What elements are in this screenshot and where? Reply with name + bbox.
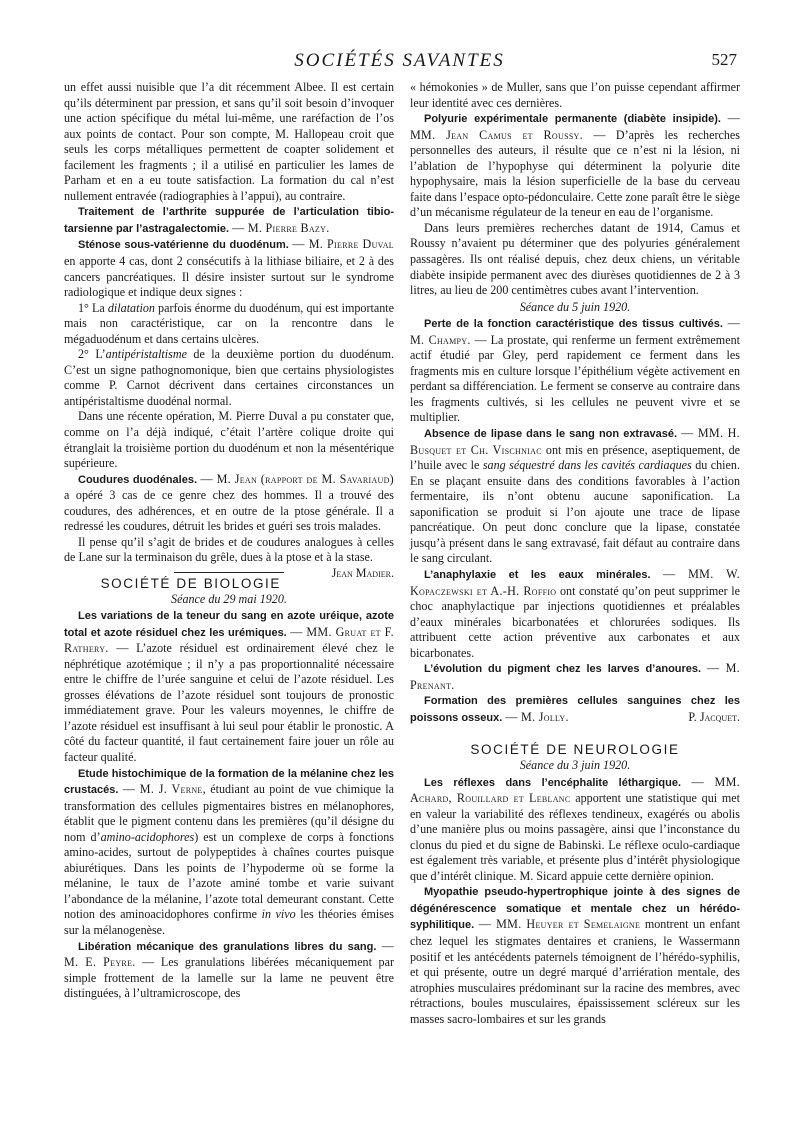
signature: P. Jacquet. — [688, 709, 740, 724]
paragraph: Perte de la fonction caractéristique des tissus cultivés. — M. Champy. — La prostate, qui renferme un ferment extrêmement actif étudié par Gley, perd rapidement ce ferment dans les fragments mis en culture lorsque l’épithélium végète activement en perdant sa différenciation. Le ferment se conserve au contraire dans les fragments cultivés, si les cellules ne peuvent vivre et se multiplier. — [410, 316, 741, 425]
paragraph: 1° La dilatation parfois énorme du duodénum, qui est importante mais non caractéristique, car on la rencontre dans le mégaduodénum et dans certains ulcères. — [64, 300, 395, 346]
author: — MM. Jean Camus et Roussy. — [410, 111, 740, 142]
paragraph: un effet aussi nuisible que l’a dit récemment Albee. Il est certain qu’ils déterminent par pression, et sans qu’il soit besoin d’invoquer une action spécifique du métal lui-même, une raréfaction de l’os aux points de contact. Pour son compte, M. Hallopeau croit que seuls les corps métalliques permettent de coapter solidement et facilement les fragments ; il a utilisé en particulier les lames de Parham et en a eu toute satisfaction. La formation du cal n’est nullement entravée (radiographies à l’appui), au contraire. — [64, 80, 394, 203]
paragraph: Il pense qu’il s’agit de brides et de coudures analogues à celles de Lane sur la terminaison du grêle, dues à la ptose et à la stase. Jean Madier. — [64, 534, 394, 580]
paragraph: Etude histochimique de la formation de la mélanine chez les crustacés. — M. J. Verne, étudiant au point de vue chimique la transformation des cellules pigmentaires bistres en mélanophores, établit que le pigment contenu dans les premières (qu’il désigne du nom d’amino-acidophores) est un complexe de corps à fonctions amino-acides, surtout de polypeptides à chaînes courtes puisque abiurétiques. Dans les points de l’hypoderme où se forme la mélanine, le taux de l’azote aminé tombe et varie suivant l’abondance de la mélanine, l’azote total demeurant constant. Cette notion des aminoacidophores confirme in vivo les théories émises sur la mélanogenèse. — [64, 767, 395, 937]
author: — M. Jolly. — [505, 709, 569, 724]
author: — MM. Achard, Rouillard et Leblanc — [410, 774, 740, 806]
left-column — [64, 80, 394, 1002]
paragraph: 2° L’antipéristaltisme de la deuxième portion du duodénum. C’est un signe pathognomonique, bien que certains physiologistes comme P. Carnot décrivent dans certaines circonstances un antipéristaltisme duodénal normal. — [64, 347, 394, 408]
article-title: Les variations de la teneur du sang en azote uréique, azote total et azote résiduel chez les urémiques. — [64, 610, 394, 639]
paragraph: « hémokonies » de Muller, sans que l’on puisse cependant affirmer leur identité avec ces dernières. — [410, 80, 740, 110]
paragraph: Sténose sous-vatérienne du duodénum. — M. Pierre Duval en apporte 4 cas, dont 2 consécutifs à la lithiase biliaire, et 2 à des cancers pancréatiques. Il désire insister surtout sur le syndrome radiologique et indique deux signes : — [64, 237, 394, 300]
author: — M. J. Verne, — [122, 782, 206, 797]
paragraph: Libération mécanique des granulations libres du sang. — M. E. Peyre. — Les granulations libérées mécaniquement par simple frottement de la lamelle sur la lame ne peuvent être distinguées, à l’ultramicroscope, des — [64, 938, 394, 1001]
author: — MM. H. Busquet et Ch. Vischniac — [410, 426, 740, 457]
article-title: L’anaphylaxie et les eaux minérales. — [424, 568, 651, 581]
article-title: Libération mécanique des granulations libres du sang. — [78, 940, 377, 953]
article-title: Sténose sous-vatérienne du duodénum. — [78, 239, 289, 252]
paragraph: Dans une récente opération, M. Pierre Duval a pu constater que, comme on l’a déjà indiqué, c’était l’artère colique droite qui étranglait la troisième portion du duodénum et non la mésentérique supérieure. — [64, 409, 394, 471]
author: — M. Prenant. — [410, 661, 740, 692]
paragraph — [64, 204, 394, 237]
author: — M. Champy. — [410, 316, 741, 347]
signature: Jean Madier. — [331, 565, 394, 580]
author: — M. Pierre Duval — [292, 237, 394, 252]
article-title: Formation des premières cellules sanguines chez les poissons osseux. — [410, 695, 740, 724]
paragraph: L’anaphylaxie et les eaux minérales. — MM. W. Kopaczewski et A.-H. Roffio ont constaté qu’on peut supprimer le choc anaphylactique par injections quotidiennes et préalables d’eaux minérales bicarbonatées et chlorurées sodiques. Ils attribuent cette action préventive aux carbonates et aux bicarbonates. — [410, 566, 740, 660]
paragraph: Dans leurs premières recherches datant de 1914, Camus et Roussy n’avaient pu déterminer que des polyuries généralement passagères. Ils ont réalisé depuis, chez deux chiens, un véritable diabète insipide permanent avec des diurèses quotidiennes de 2 à 3 litres, au lieu de 200 centimètres cubes avant l’intervention. — [410, 220, 740, 298]
article-title: Coudures duodénales. — [78, 473, 197, 486]
article-title: Les réflexes dans l’encéphalite léthargique. — [424, 776, 682, 789]
section-divider — [174, 572, 284, 573]
session-date: Séance du 5 juin 1920. — [519, 299, 631, 314]
page-header — [62, 50, 737, 74]
article-title: Perte de la fonction caractéristique des tissus cultivés. — [424, 318, 723, 331]
author: — MM. Gruat et F. Rathery. — [64, 624, 394, 656]
paragraph: Les réflexes dans l’encéphalite léthargique. — MM. Achard, Rouillard et Leblanc apportent une statistique qui met en valeur la variabilité des réflexes tendineux, exagérés ou abolis d’une manière plus ou moins passagère, ainsi que l’inconstance du clonus du pied et du signe de Babinski. Le réflexe oculo-cardiaque est également très variable, et présente plus d’intérêt physiologique que d’intérêt clinique. M. Sicard appuie cette dernière opinion. — [410, 774, 741, 883]
page-number: 527 — [711, 50, 737, 69]
paragraph: Les variations de la teneur du sang en azote uréique, azote total et azote résiduel chez les urémiques. — MM. Gruat et F. Rathery. — L’azote résiduel est ordinairement élevé chez le néphrétique azotémique ; il n’y a pas proportionnalité nécessaire entre le chiffre de l’urée sanguine et celui de l’azote résiduel. Les grosses élévations de l’azote résiduel sont toujours de pronostic immédiatement grave. Pour les valeurs moyennes, le chiffre de l’azote résiduel est insuffisant à lui seul pour établir le pronostic. A côté du facteur quantité, il faut certainement faire jouer un rôle au facteur qualité. — [64, 610, 394, 764]
article-title: Absence de lipase dans le sang non extravasé. — [424, 428, 678, 441]
right-column — [410, 80, 740, 1027]
section-title: SOCIÉTÉ DE NEUROLOGIE — [470, 742, 680, 758]
section-date: Séance du 3 juin 1920. — [519, 757, 631, 772]
article-title: Traitement de l’arthrite suppurée de l’articulation tibio-tarsienne par l’astragalectomie. — [64, 206, 394, 235]
paragraph: Absence de lipase dans le sang non extravasé. — MM. H. Busquet et Ch. Vischniac ont mis en présence, aseptiquement, de l’huile avec le sang séquestré dans les cavités cardiaques du chien. En se plaçant ensuite dans des conditions favorables à l’action fermentaire, ils n’ont obtenu aucune saponification. La saponification se produit si l’on ajoute une trace de lipase pancréatique. On peut donc conclure que la lipase, constatée jusqu’à présent dans le sang extravasé, fait défaut au contraire dans le sang circulant. — [410, 426, 740, 566]
running-title: SOCIÉTÉS SAVANTES — [294, 50, 505, 71]
author: — M. E. Peyre. — [64, 938, 394, 970]
paragraph: Myopathie pseudo-hypertrophique jointe à des signes de dégénérescence somatique et mentale chez un hérédo-syphilitique. — MM. Heuyer et Semelaigne montrent un enfant chez lequel les stigmates dentaires et craniens, le Wassermann positif et les antécédents paternels témoignent de l’hérédo-syphilis, et qui présente, outre un degré marqué d’arriération mentale, des atrophies musculaires prédominant sur la racine des membres, avec rétractions, boules musculaires, épaississement scléreux sur les masses sacro-lombaires et sur les grands — [410, 886, 740, 1026]
article-title: Myopathie pseudo-hypertrophique jointe à des signes de dégénérescence somatique et mentale chez un hérédo-syphilitique. — [410, 886, 740, 932]
author: — M. Pierre Bazy. — [232, 220, 330, 235]
article-title: Etude histochimique de la formation de la mélanine chez les crustacés. — [64, 767, 394, 797]
author: — MM. W. Kopaczewski et A.-H. Roffio — [410, 566, 740, 598]
section-title: SOCIÉTÉ DE BIOLOGIE — [100, 575, 282, 591]
article-title: L’évolution du pigment chez les larves d’anoures. — [424, 663, 702, 676]
section-date: Séance du 29 mai 1920. — [171, 591, 287, 606]
article-title: Polyurie expérimentale permanente (diabète insipide). — [424, 113, 721, 126]
paragraph — [410, 693, 740, 726]
paragraph: Coudures duodénales. — M. Jean (rapport de M. Savariaud) a opéré 3 cas de ce genre chez des hommes. Il a trouvé des coudures, des adhérences, et en outre de la ptose générale. Il a redressé les coudures, détruit les brides et guéri ses trois malades. — [64, 471, 394, 534]
paragraph — [410, 661, 740, 693]
paragraph: Polyurie expérimentale permanente (diabète insipide). — MM. Jean Camus et Roussy. — D’après les recherches personnelles des auteurs, il résulte que ce n’est ni la lésion, ni l’ablation de l’hypophyse qui déterminent la polyurie dite hypophysaire, mais la lésion superficielle de la base du cerveau faite dans l’espace opto-pédonculaire. Cette zone paraît être le siège d’un mécanisme régulateur de la teneur en eau de l’organisme. — [410, 111, 740, 220]
author: — MM. Heuyer et Semelaigne — [478, 917, 641, 932]
author: — M. Jean (rapport de M. Savariaud) — [200, 471, 394, 486]
